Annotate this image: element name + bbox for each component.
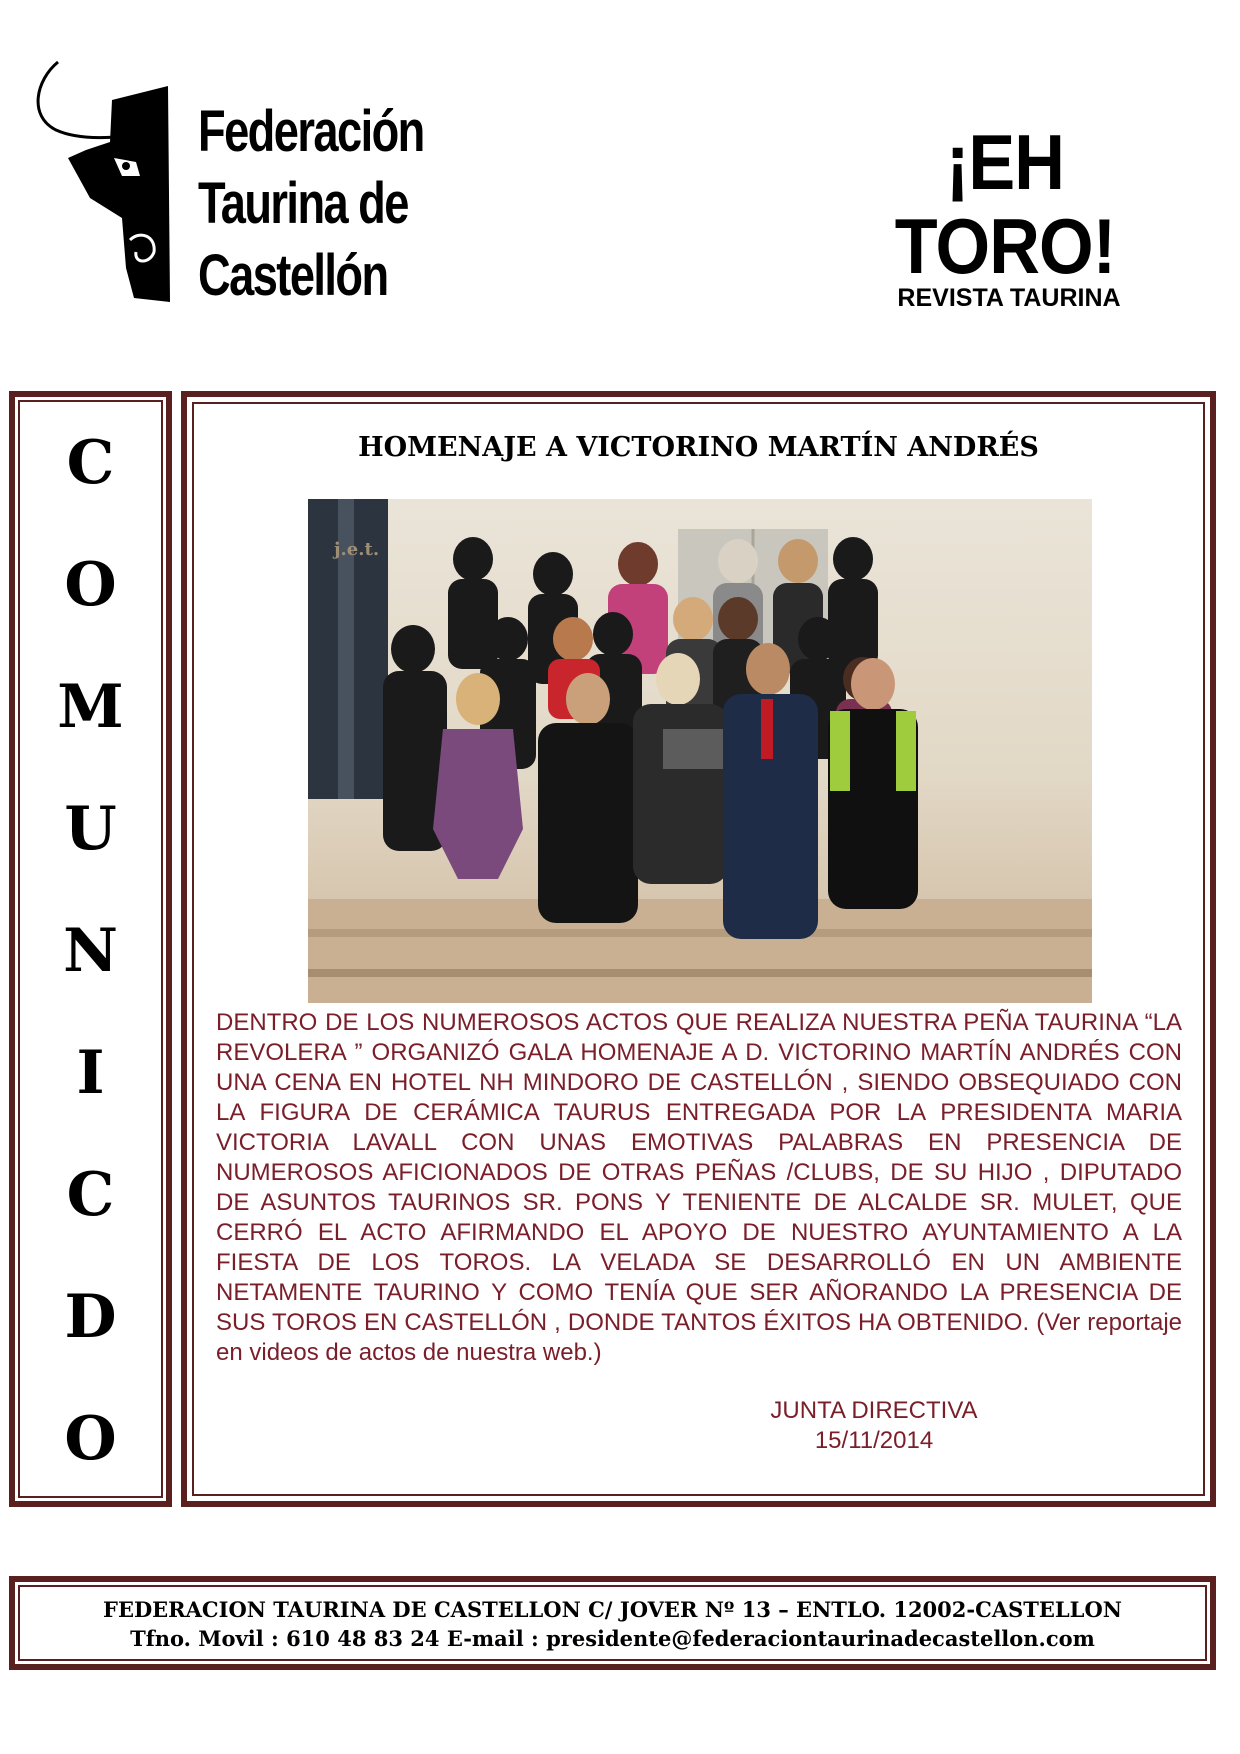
article-body: DENTRO DE LOS NUMEROSOS ACTOS QUE REALIZA NUESTRA PEÑA TAURINA “LA REVOLERA ” ORGANIZÓ GALA HOMENAJE A D. VICTORINO MARTÍN ANDRÉS CON UNA CENA EN HOTEL NH MINDORO DE CASTELLÓN , SIENDO OBSEQUIADO CON LA FIGURA DE CERÁMICA TAURUS ENTREGADA POR LA PRESIDENTA MARIA VICTORIA LAVALL CON UNAS EMOTIVAS PALABRAS EN PRESENCIA DE NUMEROSOS AFICIONADOS DE OTRAS PEÑAS /CLUBS, DE SU HIJO , DIPUTADO DE ASUNTOS TAURINOS SR. PONS Y TENIENTE DE ALCALDE SR. MULET, QUE CERRÓ EL ACTO AFIRMANDO EL APOYO DE NUESTRO AYUNTAMIENTO A LA FIESTA DE LOS TOROS. LA VELADA SE DESARROLLÓ EN UN AMBIENTE NETAMENTE TAURINO Y COMO TENÍA QUE SER AÑORANDO LA PRESENCIA DE SUS TOROS EN CASTELLÓN , DONDE TANTOS ÉXITOS HA OBTENIDO. (Ver reportaje en videos de actos de nuestra web.) xyxy=(216,1009,1182,1366)
comunicado-panel xyxy=(9,391,172,1507)
vertical-letter: C xyxy=(66,1160,115,1230)
vertical-letter: O xyxy=(64,1404,117,1474)
federation-logo xyxy=(30,58,424,308)
vertical-letter: I xyxy=(76,1038,105,1108)
signature-block xyxy=(749,1396,999,1456)
signature-name: JUNTA DIRECTIVA xyxy=(770,1397,978,1424)
vertical-letter: O xyxy=(64,550,117,620)
magazine-subtitle: REVISTA TAURINA xyxy=(897,284,1121,312)
footer-address: FEDERACION TAURINA DE CASTELLON C/ JOVER Nº 13 – ENTLO. 12002-CASTELLON xyxy=(103,1597,1122,1622)
footer-contact xyxy=(9,1576,1216,1670)
logo-line-2: Taurina de xyxy=(198,171,408,236)
vertical-letter: M xyxy=(57,672,124,742)
logo-line-1: Federación xyxy=(198,99,424,164)
bull-head-icon xyxy=(30,58,200,308)
signature-date: 15/11/2014 xyxy=(814,1427,934,1454)
vertical-letter: C xyxy=(66,428,115,498)
article-headline: HOMENAJE A VICTORINO MARTÍN ANDRÉS xyxy=(358,432,1039,463)
group-photo xyxy=(308,499,1092,1003)
vertical-letter: D xyxy=(64,1282,117,1352)
vertical-letter: N xyxy=(63,916,118,986)
footer-phone-email: Tfno. Movil : 610 48 83 24 E-mail : presidente@federaciontaurinadecastellon.com xyxy=(130,1626,1095,1651)
photo-watermark: j.e.t. xyxy=(334,539,380,560)
logo-line-3: Castellón xyxy=(198,243,388,308)
magazine-masthead xyxy=(840,120,1170,312)
article-panel xyxy=(181,391,1216,1507)
photo-illustration xyxy=(308,499,1092,1003)
magazine-title: ¡EH TORO! xyxy=(894,118,1116,290)
vertical-letter: U xyxy=(64,794,117,864)
